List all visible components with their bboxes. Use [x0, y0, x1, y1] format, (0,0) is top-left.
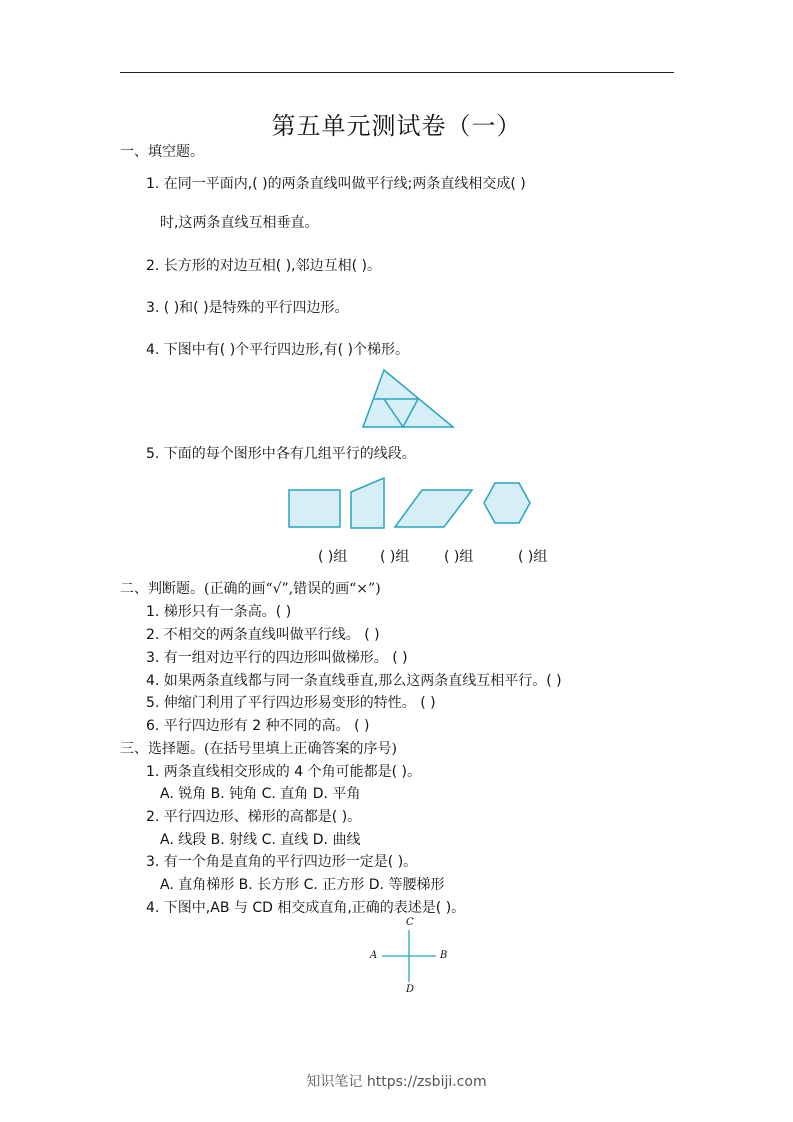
label-b: B	[440, 950, 448, 961]
section2-heading: 二、判断题。(正确的画“√”,错误的画“×”)	[120, 581, 381, 597]
rectangle-shape	[288, 489, 342, 529]
s1-q5-answer-3: ( )组	[444, 549, 474, 565]
label-a: A	[370, 950, 378, 961]
s2-item-3: 3. 有一组对边平行的四边形叫做梯形。 ( )	[146, 650, 408, 666]
s2-item-5: 5. 伸缩门利用了平行四边形易变形的特性。 ( )	[146, 695, 436, 711]
trapezoid-shape	[349, 476, 387, 530]
s3-q4: 4. 下图中,AB 与 CD 相交成直角,正确的表述是( )。	[146, 900, 466, 916]
s1-q5: 5. 下面的每个图形中各有几组平行的线段。	[146, 446, 416, 462]
section1-heading: 一、填空题。	[120, 144, 204, 160]
s1-q1-line2: 时,这两条直线互相垂直。	[160, 215, 319, 231]
top-rule	[120, 72, 674, 73]
hexagon-shape	[483, 482, 531, 524]
s1-q4: 4. 下图中有( )个平行四边形,有( )个梯形。	[146, 342, 410, 358]
label-d: D	[406, 984, 415, 995]
s3-q2: 2. 平行四边形、梯形的高都是( )。	[146, 809, 362, 825]
parallelogram-shape	[394, 489, 474, 529]
s1-q1-line1: 1. 在同一平面内,( )的两条直线叫做平行线;两条直线相交成( )	[146, 176, 526, 192]
s3-q3: 3. 有一个角是直角的平行四边形一定是( )。	[146, 854, 418, 870]
s1-q2: 2. 长方形的对边互相( ),邻边互相( )。	[146, 258, 382, 274]
s3-q1: 1. 两条直线相交形成的 4 个角可能都是( )。	[146, 764, 421, 780]
s3-q2-options: A. 线段 B. 射线 C. 直线 D. 曲线	[160, 832, 361, 848]
s1-q3: 3. ( )和( )是特殊的平行四边形。	[146, 300, 349, 316]
s2-item-1: 1. 梯形只有一条高。( )	[146, 604, 292, 620]
s2-item-6: 6. 平行四边形有 2 种不同的高。 ( )	[146, 718, 370, 734]
s2-item-2: 2. 不相交的两条直线叫做平行线。 ( )	[146, 627, 380, 643]
page-title: 第五单元测试卷（一）	[271, 112, 522, 140]
s3-q3-options: A. 直角梯形 B. 长方形 C. 正方形 D. 等腰梯形	[160, 877, 445, 893]
s1-q5-answer-2: ( )组	[380, 549, 410, 565]
triangle-figure	[360, 368, 460, 430]
footer-watermark: 知识笔记 https://zsbiji.com	[306, 1074, 487, 1090]
label-c: C	[406, 917, 414, 928]
s1-q5-answer-1: ( )组	[318, 549, 348, 565]
s2-item-4: 4. 如果两条直线都与同一条直线垂直,那么这两条直线互相平行。( )	[146, 673, 562, 689]
section3-heading: 三、选择题。(在括号里填上正确答案的序号)	[120, 741, 397, 757]
s3-q1-options: A. 锐角 B. 钝角 C. 直角 D. 平角	[160, 786, 361, 802]
s1-q5-answer-4: ( )组	[518, 549, 548, 565]
